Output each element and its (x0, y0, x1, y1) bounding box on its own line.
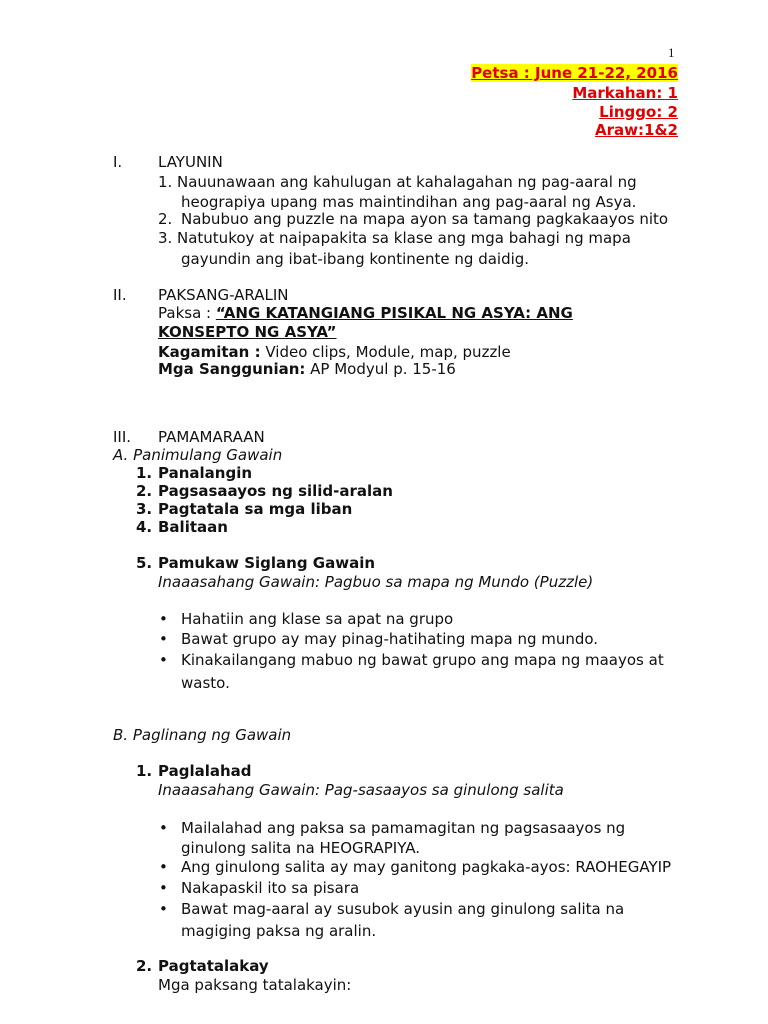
step-number: 1. (136, 464, 153, 482)
expected-activity: Inaaasahang Gawain: Pag-sasaayos sa ginulong salita (158, 781, 564, 799)
linggo: Linggo: 2 (599, 103, 678, 121)
objective-number: 1. (158, 173, 173, 191)
kagamitan-label: Kagamitan : (158, 343, 261, 361)
topics-label: Mga paksang tatalakayin: (158, 976, 352, 994)
objective-text: Nauunawaan ang kahulugan at kahalagahan ng pag-aaral ng (177, 173, 637, 191)
section1-title: LAYUNIN (158, 153, 223, 171)
step-title: Pamukaw Siglang Gawain (158, 554, 376, 572)
sanggunian-value: AP Modyul p. 15-16 (305, 360, 456, 378)
paksa-label: Paksa : (158, 304, 216, 322)
subsection-b-title: B. Paglinang ng Gawain (113, 726, 292, 744)
objective-text: Nabubuo ang puzzle na mapa ayon sa tamang pagkakaayos nito (181, 210, 669, 228)
subsection-a-title: A. Panimulang Gawain (113, 446, 283, 464)
step-text: Pagtatala sa mga liban (158, 500, 353, 518)
sanggunian-line (158, 360, 456, 378)
step-number: 5. (136, 554, 153, 572)
bullet-item: • Mailalahad ang paksa sa pamamagitan ng pagsasaayos ng (181, 819, 625, 837)
bullet-item: • Bawat grupo ay may pinag-hatihating mapa ng mundo. (181, 630, 598, 648)
paksa-title-cont: KONSEPTO NG ASYA” (158, 323, 337, 341)
section2-title: PAKSANG-ARALIN (158, 286, 289, 304)
objective-number: 3. (158, 229, 173, 247)
bullet-item: • Hahatiin ang klase sa apat na grupo (181, 610, 453, 628)
objective-text: Natutukoy at naipapakita sa klase ang mga bahagi ng mapa (177, 229, 631, 247)
objective-text-cont: gayundin ang ibat-ibang kontinente ng daidig. (181, 250, 530, 268)
step-number: 3. (136, 500, 153, 518)
bullet-item-cont: magiging paksa ng aralin. (181, 922, 377, 940)
step-number: 1. (136, 762, 153, 780)
objective-number: 2. (158, 210, 173, 228)
step-number: 2. (136, 957, 153, 975)
araw: Araw:1&2 (595, 121, 678, 139)
expected-activity: Inaaasahang Gawain: Pagbuo sa mapa ng Mundo (Puzzle) (158, 573, 594, 591)
step-text: Pagsasaayos ng silid-aralan (158, 482, 393, 500)
step-number: 4. (136, 518, 153, 536)
markahan: Markahan: 1 (572, 84, 678, 102)
sanggunian-label: Mga Sanggunian: (158, 360, 306, 378)
bullet-item: • Ang ginulong salita ay may ganitong pagkaka-ayos: RAOHEGAYIP (181, 858, 671, 876)
bullet-item: • Kinakailangang mabuo ng bawat grupo ang mapa ng maayos at (181, 651, 664, 669)
petsa-date: Petsa : June 21-22, 2016 (471, 64, 678, 82)
paksa-line (158, 304, 573, 322)
paksa-title: “ANG KATANGIANG PISIKAL NG ASYA: ANG (215, 304, 573, 322)
section1-number: I. (113, 153, 123, 171)
step-text: Balitaan (158, 518, 228, 536)
step-number: 2. (136, 482, 153, 500)
kagamitan-line (158, 343, 511, 361)
page-number: 1 (668, 45, 675, 60)
bullet-item-cont: wasto. (181, 674, 230, 692)
objective-text-cont: heograpiya upang mas maintindihan ang pag-aaral ng Asya. (181, 193, 637, 211)
section3-title: PAMAMARAAN (158, 428, 265, 446)
bullet-item: • Bawat mag-aaral ay susubok ayusin ang ginulong salita na (181, 900, 624, 918)
step-title: Pagtatalakay (158, 957, 269, 975)
step-text: Panalangin (158, 464, 253, 482)
bullet-item-cont: ginulong salita na HEOGRAPIYA. (181, 839, 420, 857)
kagamitan-value: Video clips, Module, map, puzzle (260, 343, 511, 361)
section3-number: III. (113, 428, 132, 446)
section2-number: II. (113, 286, 127, 304)
step-title: Paglalahad (158, 762, 252, 780)
bullet-item: • Nakapaskil ito sa pisara (181, 879, 359, 897)
